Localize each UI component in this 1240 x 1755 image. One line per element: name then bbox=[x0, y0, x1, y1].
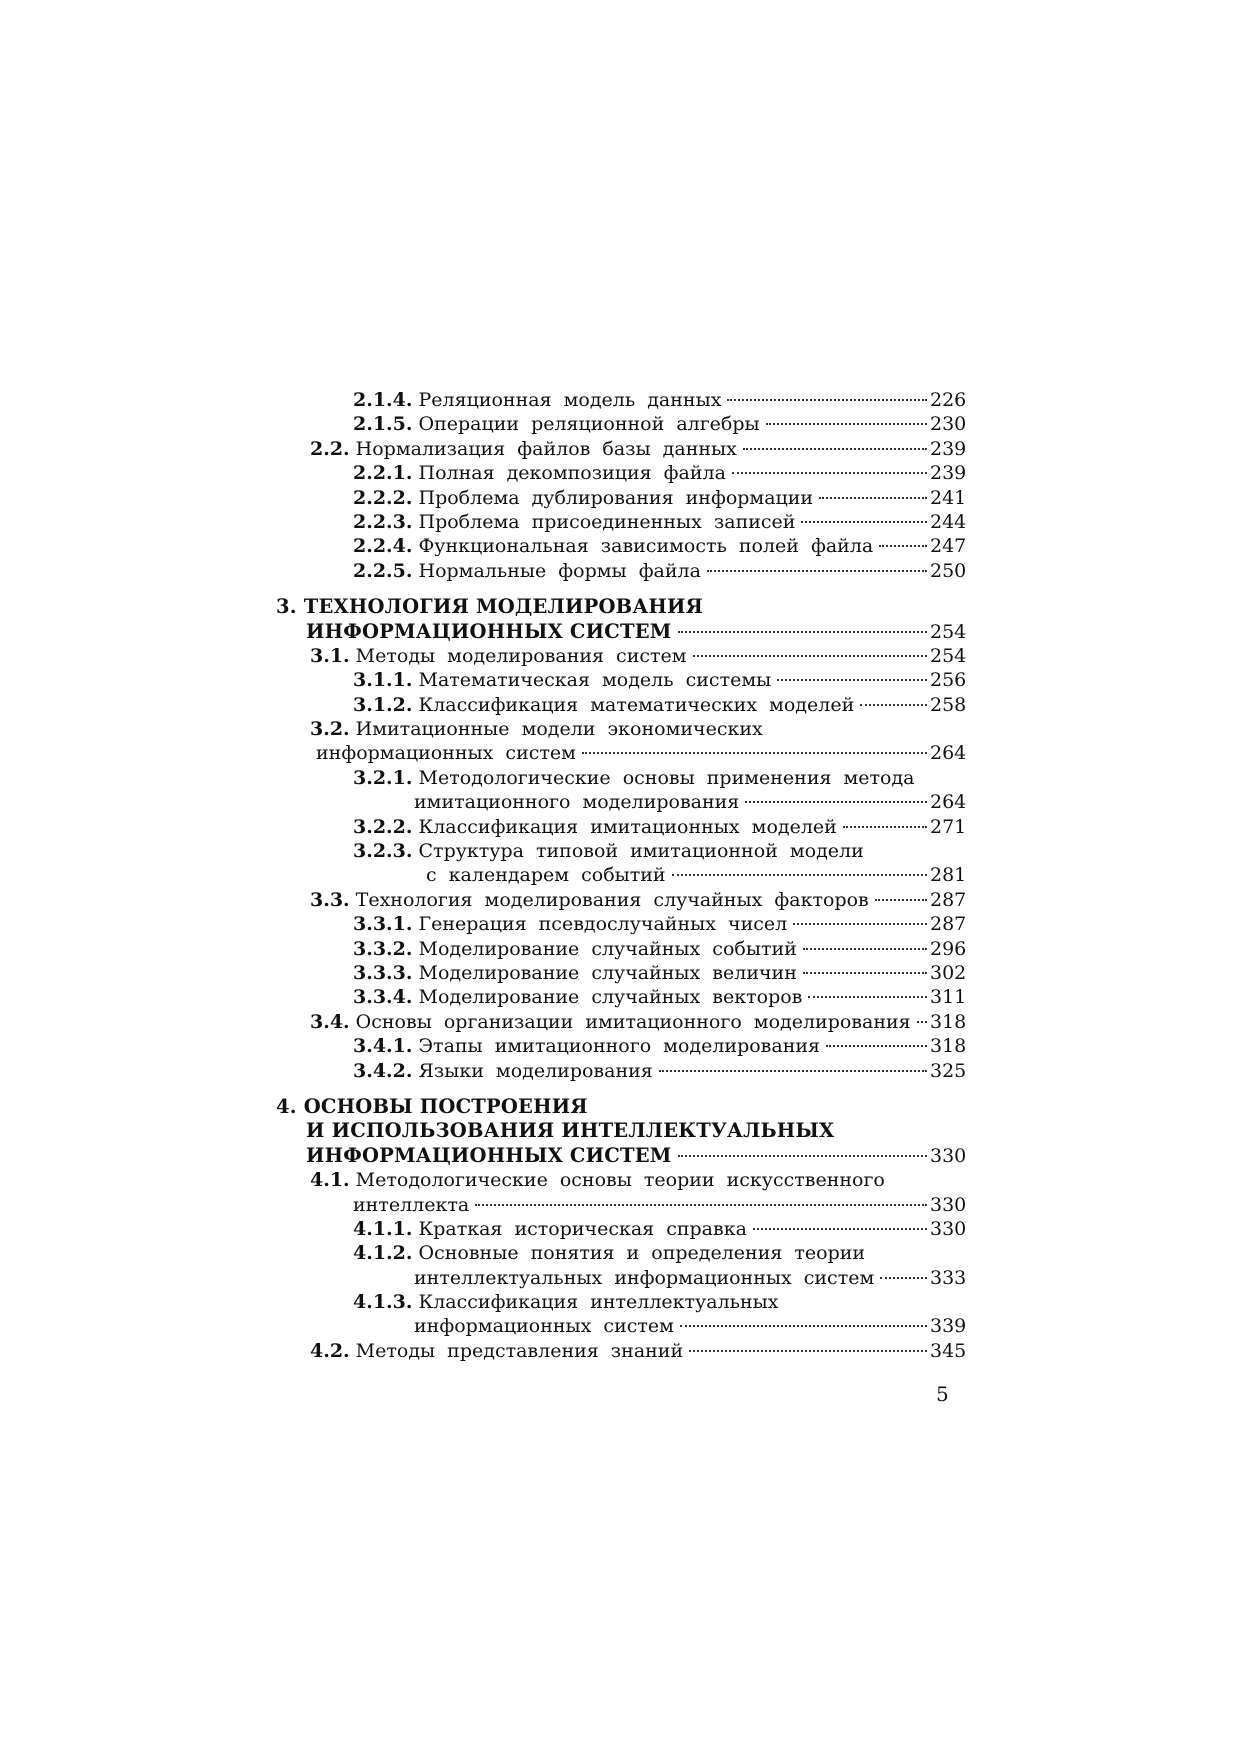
section-number: 2.2.1. bbox=[353, 462, 413, 485]
toc-entry[interactable] bbox=[276, 912, 966, 936]
page-ref: 330 bbox=[930, 1193, 967, 1216]
section-title: Методологические основы теории искусственного bbox=[355, 1169, 885, 1192]
section-title-cont: с календарем событий bbox=[426, 864, 666, 887]
dot-leader bbox=[803, 948, 927, 950]
toc-entry[interactable] bbox=[276, 1010, 966, 1034]
dot-leader bbox=[777, 679, 927, 681]
dot-leader bbox=[727, 399, 927, 401]
toc-entry-continuation[interactable] bbox=[276, 1314, 966, 1338]
section-number: 4.1.1. bbox=[353, 1217, 413, 1240]
toc-entry[interactable] bbox=[276, 985, 966, 1009]
section-title: Классификация имитационных моделей bbox=[418, 815, 837, 838]
dot-leader bbox=[689, 1350, 927, 1352]
dot-leader bbox=[803, 972, 927, 974]
section-title-cont: интеллекта bbox=[353, 1193, 470, 1216]
section-title: Операции реляционной алгебры bbox=[418, 413, 760, 436]
dot-leader bbox=[678, 631, 927, 633]
page-ref: 318 bbox=[930, 1035, 967, 1058]
toc-entry[interactable] bbox=[276, 766, 966, 790]
dot-leader bbox=[801, 521, 927, 523]
section-number: 3.3.2. bbox=[353, 937, 413, 960]
section-number: 3.4.2. bbox=[353, 1059, 413, 1082]
section-title: Проблема присоединенных записей bbox=[418, 510, 796, 533]
page-ref: 226 bbox=[930, 389, 967, 411]
dot-leader bbox=[879, 545, 927, 547]
section-title: Моделирование случайных величин bbox=[418, 961, 797, 984]
page-ref: 287 bbox=[930, 888, 967, 911]
toc-entry[interactable] bbox=[276, 1290, 966, 1314]
spacer bbox=[276, 583, 966, 595]
dot-leader bbox=[880, 1277, 927, 1279]
dot-leader bbox=[732, 472, 927, 474]
section-title: Методы представления знаний bbox=[355, 1339, 684, 1362]
section-number: 2.1.4. bbox=[353, 389, 413, 411]
section-title: Классификация интеллектуальных bbox=[418, 1291, 779, 1314]
section-number: 3.4. bbox=[310, 1010, 350, 1033]
chapter-title-line: ИНФОРМАЦИОННЫХ СИСТЕМ bbox=[306, 619, 672, 643]
section-title: Основы организации имитационного моделирования bbox=[355, 1010, 911, 1033]
toc-entry[interactable] bbox=[276, 961, 966, 985]
section-number: 3.4.1. bbox=[353, 1035, 413, 1058]
section-number: 3.2.3. bbox=[353, 840, 413, 863]
dot-leader bbox=[672, 874, 927, 876]
section-title: Нормализация файлов базы данных bbox=[355, 437, 737, 460]
dot-leader bbox=[860, 704, 927, 706]
toc-entry[interactable] bbox=[276, 1168, 966, 1192]
section-title: Методы моделирования систем bbox=[355, 644, 687, 667]
page-ref: 230 bbox=[930, 413, 967, 436]
toc-entry-continuation[interactable] bbox=[276, 790, 966, 814]
section-title: Генерация псевдослучайных чисел bbox=[418, 913, 788, 936]
dot-leader bbox=[582, 752, 927, 754]
toc-entry[interactable] bbox=[276, 388, 966, 412]
section-number: 3.3. bbox=[310, 888, 350, 911]
chapter-heading[interactable] bbox=[276, 620, 966, 644]
toc-entry[interactable] bbox=[276, 437, 966, 461]
section-title: Классификация математических моделей bbox=[418, 693, 855, 716]
toc-entry[interactable] bbox=[276, 510, 966, 534]
dot-leader bbox=[680, 1325, 927, 1327]
dot-leader bbox=[766, 423, 927, 425]
page-ref: 281 bbox=[930, 864, 967, 887]
toc-entry[interactable] bbox=[276, 1241, 966, 1265]
page-ref: 264 bbox=[930, 742, 967, 765]
section-title-cont: информационных систем bbox=[414, 1315, 674, 1338]
section-number: 3.2.2. bbox=[353, 815, 413, 838]
section-title: Моделирование случайных событий bbox=[418, 937, 797, 960]
section-number: 2.2.4. bbox=[353, 535, 413, 558]
dot-leader bbox=[843, 826, 927, 828]
page-ref: 256 bbox=[930, 669, 967, 692]
toc-entry[interactable] bbox=[276, 644, 966, 668]
dot-leader bbox=[659, 1070, 927, 1072]
toc-entry[interactable] bbox=[276, 937, 966, 961]
section-title: Технология моделирования случайных факторов bbox=[355, 888, 869, 911]
page-ref: 318 bbox=[930, 1010, 967, 1033]
toc-entry[interactable] bbox=[276, 559, 966, 583]
section-title: Функциональная зависимость полей файла bbox=[418, 535, 874, 558]
section-title-cont: информационных систем bbox=[316, 742, 576, 765]
section-number: 3.3.3. bbox=[353, 961, 413, 984]
dot-leader bbox=[819, 497, 927, 499]
section-title: Реляционная модель данных bbox=[418, 389, 722, 411]
page-ref: 330 bbox=[930, 1217, 967, 1240]
page-ref: 302 bbox=[930, 961, 967, 984]
page-ref: 254 bbox=[930, 620, 967, 643]
section-title: Структура типовой имитационной модели bbox=[418, 840, 864, 863]
toc-entry[interactable] bbox=[276, 1059, 966, 1083]
toc-entry-continuation[interactable] bbox=[276, 741, 966, 765]
section-title: Математическая модель системы bbox=[418, 669, 772, 692]
section-number: 2.2.5. bbox=[353, 559, 413, 582]
dot-leader bbox=[808, 996, 927, 998]
page-ref: 271 bbox=[930, 815, 967, 838]
section-title: Краткая историческая справка bbox=[418, 1217, 747, 1240]
chapter-title-line: 3. ТЕХНОЛОГИЯ МОДЕЛИРОВАНИЯ bbox=[276, 595, 704, 619]
section-number: 2.2. bbox=[310, 437, 350, 460]
dot-leader bbox=[875, 899, 927, 901]
table-of-contents bbox=[276, 388, 966, 1363]
page-number: 5 bbox=[936, 1382, 949, 1406]
section-number: 3.1.2. bbox=[353, 693, 413, 716]
dot-leader bbox=[693, 655, 927, 657]
page-ref: 254 bbox=[930, 644, 967, 667]
page-ref: 345 bbox=[930, 1339, 967, 1362]
page-ref: 244 bbox=[930, 510, 967, 533]
chapter-heading[interactable] bbox=[276, 1095, 966, 1119]
section-number: 4.1. bbox=[310, 1169, 350, 1192]
toc-entry-continuation[interactable] bbox=[276, 1266, 966, 1290]
page-ref: 239 bbox=[930, 437, 967, 460]
toc-entry[interactable] bbox=[276, 1034, 966, 1058]
dot-leader bbox=[475, 1204, 927, 1206]
section-number: 4.2. bbox=[310, 1339, 350, 1362]
dot-leader bbox=[745, 801, 927, 803]
section-title: Методологические основы применения метода bbox=[418, 766, 915, 789]
page-ref: 339 bbox=[930, 1315, 967, 1338]
section-title: Основные понятия и определения теории bbox=[418, 1242, 866, 1265]
section-number: 3.2. bbox=[310, 718, 350, 741]
section-title-cont: интеллектуальных информационных систем bbox=[414, 1266, 875, 1289]
toc-entry[interactable] bbox=[276, 1217, 966, 1241]
toc-entry[interactable] bbox=[276, 486, 966, 510]
toc-entry[interactable] bbox=[276, 1339, 966, 1363]
section-number: 3.2.1. bbox=[353, 766, 413, 789]
section-number: 3.3.1. bbox=[353, 913, 413, 936]
section-title: Проблема дублирования информации bbox=[418, 486, 814, 509]
spacer bbox=[276, 1083, 966, 1095]
toc-entry-continuation[interactable] bbox=[276, 863, 966, 887]
chapter-title-line: И ИСПОЛЬЗОВАНИЯ ИНТЕЛЛЕКТУАЛЬНЫХ bbox=[306, 1119, 835, 1143]
section-title: Языки моделирования bbox=[418, 1059, 653, 1082]
toc-entry[interactable] bbox=[276, 717, 966, 741]
page-ref: 287 bbox=[930, 913, 967, 936]
page-ref: 258 bbox=[930, 693, 967, 716]
page-ref: 239 bbox=[930, 462, 967, 485]
section-number: 3.1.1. bbox=[353, 669, 413, 692]
section-number: 2.2.2. bbox=[353, 486, 413, 509]
section-number: 2.1.5. bbox=[353, 413, 413, 436]
section-number: 3.3.4. bbox=[353, 986, 413, 1009]
page-ref: 330 bbox=[930, 1144, 967, 1167]
section-number: 3.1. bbox=[310, 644, 350, 667]
toc-entry[interactable] bbox=[276, 412, 966, 436]
toc-entry[interactable] bbox=[276, 815, 966, 839]
page-ref: 333 bbox=[930, 1266, 967, 1289]
toc-entry[interactable] bbox=[276, 693, 966, 717]
toc-entry[interactable] bbox=[276, 839, 966, 863]
dot-leader bbox=[678, 1155, 927, 1157]
section-number: 4.1.3. bbox=[353, 1291, 413, 1314]
dot-leader bbox=[743, 448, 927, 450]
toc-entry[interactable] bbox=[276, 534, 966, 558]
chapter-heading[interactable] bbox=[276, 1119, 966, 1143]
chapter-heading[interactable] bbox=[276, 595, 966, 619]
section-title-cont: имитационного моделирования bbox=[414, 791, 740, 814]
toc-entry[interactable] bbox=[276, 668, 966, 692]
page-ref: 264 bbox=[930, 791, 967, 814]
page-ref: 247 bbox=[930, 535, 967, 558]
dot-leader bbox=[826, 1045, 927, 1047]
section-number: 2.2.3. bbox=[353, 510, 413, 533]
chapter-title-line: 4. ОСНОВЫ ПОСТРОЕНИЯ bbox=[276, 1094, 588, 1118]
dot-leader bbox=[707, 570, 927, 572]
dot-leader bbox=[793, 923, 927, 925]
dot-leader bbox=[753, 1228, 927, 1230]
section-title: Имитационные модели экономических bbox=[355, 718, 763, 741]
dot-leader bbox=[917, 1021, 927, 1023]
section-title: Этапы имитационного моделирования bbox=[418, 1035, 821, 1058]
section-title: Полная декомпозиция файла bbox=[418, 462, 726, 485]
toc-entry[interactable] bbox=[276, 888, 966, 912]
section-number: 4.1.2. bbox=[353, 1242, 413, 1265]
section-title: Нормальные формы файла bbox=[418, 559, 701, 582]
chapter-heading[interactable] bbox=[276, 1144, 966, 1168]
toc-entry[interactable] bbox=[276, 461, 966, 485]
page-ref: 241 bbox=[930, 486, 967, 509]
page-ref: 311 bbox=[930, 986, 967, 1009]
toc-entry-continuation[interactable] bbox=[276, 1193, 966, 1217]
chapter-title-line: ИНФОРМАЦИОННЫХ СИСТЕМ bbox=[306, 1143, 672, 1167]
page-ref: 325 bbox=[930, 1059, 967, 1082]
section-title: Моделирование случайных векторов bbox=[418, 986, 803, 1009]
page-ref: 250 bbox=[930, 559, 967, 582]
page-ref: 296 bbox=[930, 937, 967, 960]
